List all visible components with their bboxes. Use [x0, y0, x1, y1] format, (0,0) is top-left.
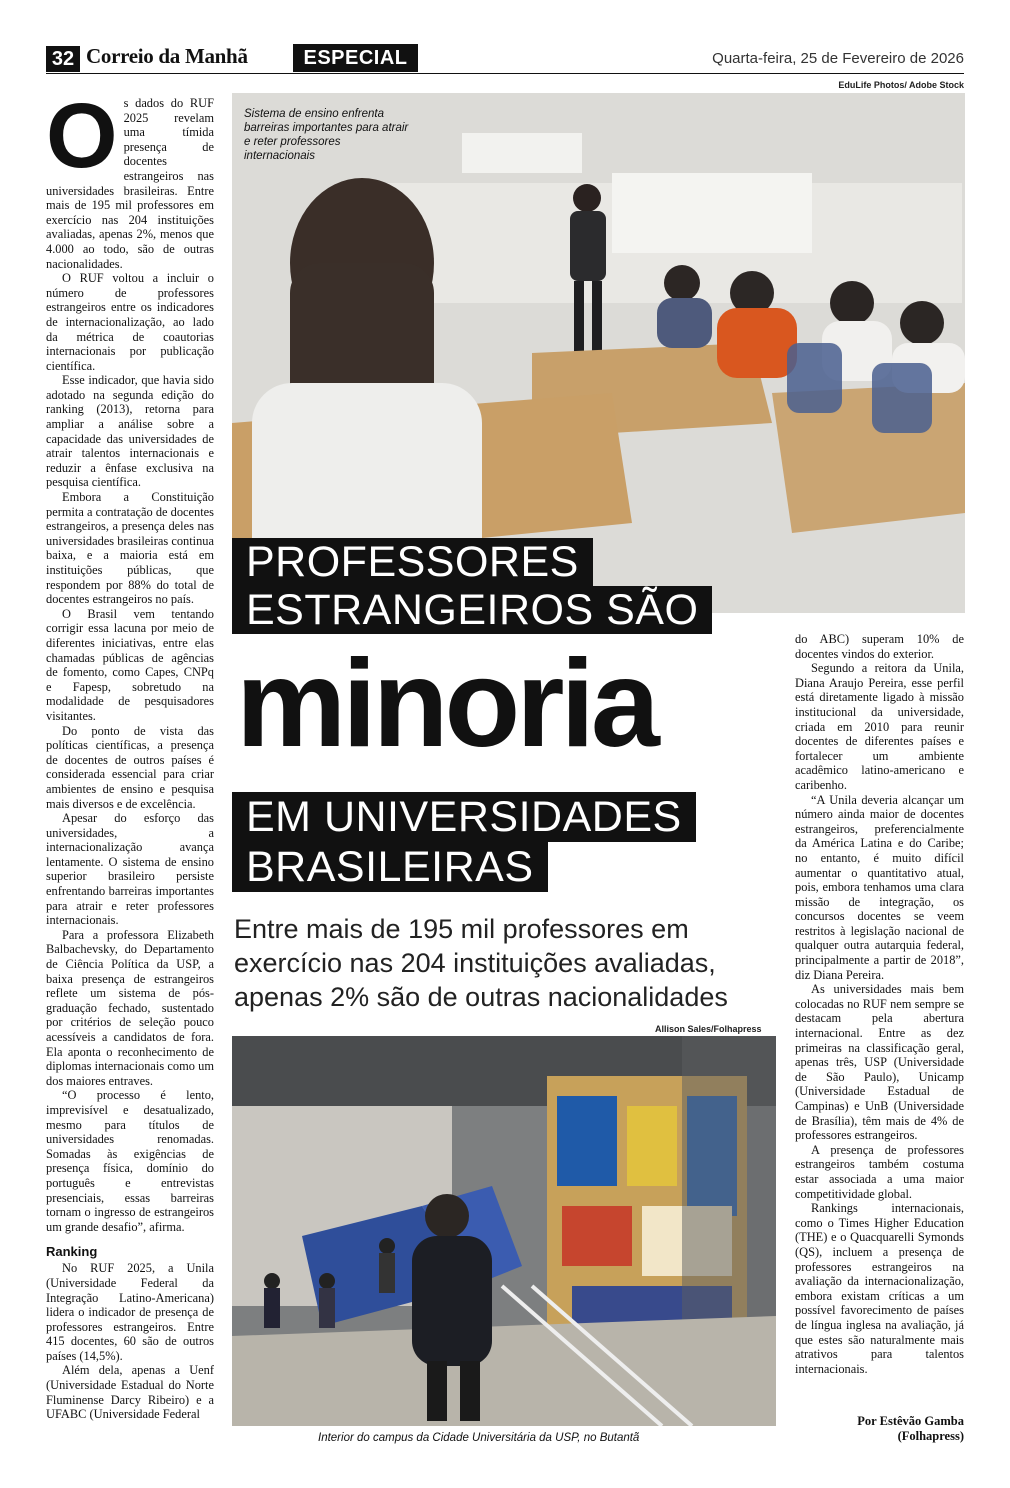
photo-credit-bottom: Allison Sales/Folhapress — [655, 1024, 762, 1034]
paragraph: do ABC) superam 10% de docentes vindos do exterior. — [795, 632, 964, 661]
headline-line-1: PROFESSORES — [232, 538, 593, 586]
drop-cap: O — [46, 85, 118, 187]
paragraph: s dados do RUF 2025 revelam uma tímida presença de docentes estrangeiros nas universidades brasileiras. Entre mais de 195 mil professores em exercício nas 204 instituições avaliadas, apenas 2%, menos que 4.000 ao todo, são de outras nacionalidades. — [46, 96, 214, 271]
campus-photo — [232, 1036, 776, 1426]
classroom-illustration — [232, 93, 965, 613]
headline-line-2: ESTRANGEIROS SÃO — [232, 586, 712, 634]
paragraph: Segundo a reitora da Unila, Diana Araujo Pereira, esse perfil está diretamente ligado à missão institucional da universidade, criada em 2010 para reunir docentes de diferentes países e fortalecer um ambiente acadêmico latino-americano e caribenho. — [795, 661, 964, 792]
paragraph: Apesar do esforço das universidades, a internacionalização avança lentamente. O sistema de ensino superior brasileiro persiste enfrentando barreiras importantes para atrair e reter professores internacionais. — [46, 811, 214, 928]
newspaper-name: Correio da Manhã — [86, 44, 248, 68]
headline-upper — [232, 538, 712, 634]
paragraph: Para a professora Elizabeth Balbachevsky, do Departamento de Ciência Política da USP, a baixa presença de estrangeiros reflete um sistema de pós-graduação fechado, sustentado por critérios de seleção pouco acessíveis a candidatos de fora. Ela aponta o reconhecimento de diplomas internacionais como um dos maiores entraves. — [46, 927, 214, 1088]
paragraph: O Brasil vem tentando corrigir essa lacuna por meio de diferentes iniciativas, entre elas chamadas públicas de agências de fomento, como Capes, CNPq e Fapesp, sobretudo na modalidade de pesquisadores visitantes. — [46, 606, 214, 723]
byline — [857, 1414, 964, 1444]
headline-emphasis: minoria — [236, 635, 656, 773]
page-number: 32 — [46, 46, 80, 72]
header-rule — [46, 73, 964, 74]
paragraph: As universidades mais bem colocadas no RUF nem sempre se destacam pela abertura internacional. Entre as dez primeiras na classificação geral, apenas três, USP (Universidade de São Paulo), Unicamp (Universidade Estadual de Campinas) e UnB (Universidade de Brasília), têm mais de 4% de professores estrangeiros. — [795, 982, 964, 1143]
headline-lower — [232, 792, 696, 892]
campus-illustration — [232, 1036, 776, 1426]
photo-caption-top: Sistema de ensino enfrenta barreiras importantes para atrair e reter professores internacionais — [244, 108, 409, 162]
classroom-photo — [232, 93, 965, 613]
paragraph: No RUF 2025, a Unila (Universidade Federal da Integração Latino-Americana) lidera o indicador de presença de professores estrangeiros. Entre 415 docentes, 60 são de outros países (14,5%). — [46, 1261, 214, 1363]
paragraph: “A Unila deveria alcançar um número ainda maior de docentes estrangeiros, preferencialmente da América Latina e do Caribe; no entanto, é muito difícil aumentar o quantitativo atual, pois, embora tenhamos uma clara missão de integração, os concursos docentes se veem restritos à legislação nacional de qualquer outra autarquia federal, principalmente a partir de 2018”, diz Diana Pereira. — [795, 792, 964, 982]
subhead-ranking: Ranking — [46, 1244, 98, 1260]
photo-caption-bottom: Interior do campus da Cidade Universitária da USP, no Butantã — [318, 1432, 640, 1444]
headline-line-3: EM UNIVERSIDADES — [232, 792, 696, 842]
issue-date: Quarta-feira, 25 de Fevereiro de 2026 — [712, 50, 964, 67]
paragraph: Rankings internacionais, como o Times Higher Education (THE) e o Quacquarelli Symonds (QS), incluem a presença de professores estrangeiros na avaliação da internacionalização, embora existam críticas a um possível favorecimento de países de língua inglesa na avaliação, já que estes são naturalmente mais atrativos para talentos internacionais. — [795, 1201, 964, 1376]
paragraph: Esse indicador, que havia sido adotado na segunda edição do ranking (2013), retorna para ampliar a análise sobre a capacidade das universidades de atrair talentos internacionais e reduzir a ênfase exclusiva na pesquisa científica. — [46, 373, 214, 490]
right-article-column — [795, 632, 964, 1376]
paragraph: “O processo é lento, imprevisível e desatualizado, mesmo para títulos de universidades renomadas. Somadas às exigências de presença física, domínio do português e entrevistas presenciais, essas barreiras tornam o ingresso de estrangeiros um grande desafio”, afirma. — [46, 1088, 214, 1234]
byline-author: Por Estêvão Gamba — [857, 1414, 964, 1428]
byline-agency: (Folhapress) — [897, 1429, 964, 1443]
paragraph: Além dela, apenas a Uenf (Universidade Estadual do Norte Fluminense Darcy Ribeiro) e a UFABC (Universidade Federal — [46, 1363, 214, 1422]
paragraph: A presença de professores estrangeiros também costuma estar associada a uma maior competitividade global. — [795, 1142, 964, 1201]
paragraph: O RUF voltou a incluir o número de professores estrangeiros entre os indicadores de internacionalização, ao lado da métrica de coautorias internacionais por publicação científica. — [46, 271, 214, 373]
headline-line-4: BRASILEIRAS — [232, 842, 548, 892]
paragraph: Do ponto de vista das políticas científicas, a presença de docentes de outros países é considerada essencial para criar ambientes de ensino e pesquisa mais diversos e de excelência. — [46, 723, 214, 811]
section-label: ESPECIAL — [293, 44, 418, 72]
photo-credit-top: EduLife Photos/ Adobe Stock — [838, 80, 964, 90]
left-article-column — [46, 85, 214, 1422]
headline-deck: Entre mais de 195 mil professores em exercício nas 204 instituições avaliadas, apenas 2% são de outras nacionalidades — [234, 914, 728, 1012]
paragraph: Embora a Constituição permita a contratação de docentes estrangeiros, a presença deles nas universidades brasileiras continua baixa, e a maioria está em instituições públicas, que respondem por 88% do total de docentes estrangeiros no país. — [46, 490, 214, 607]
